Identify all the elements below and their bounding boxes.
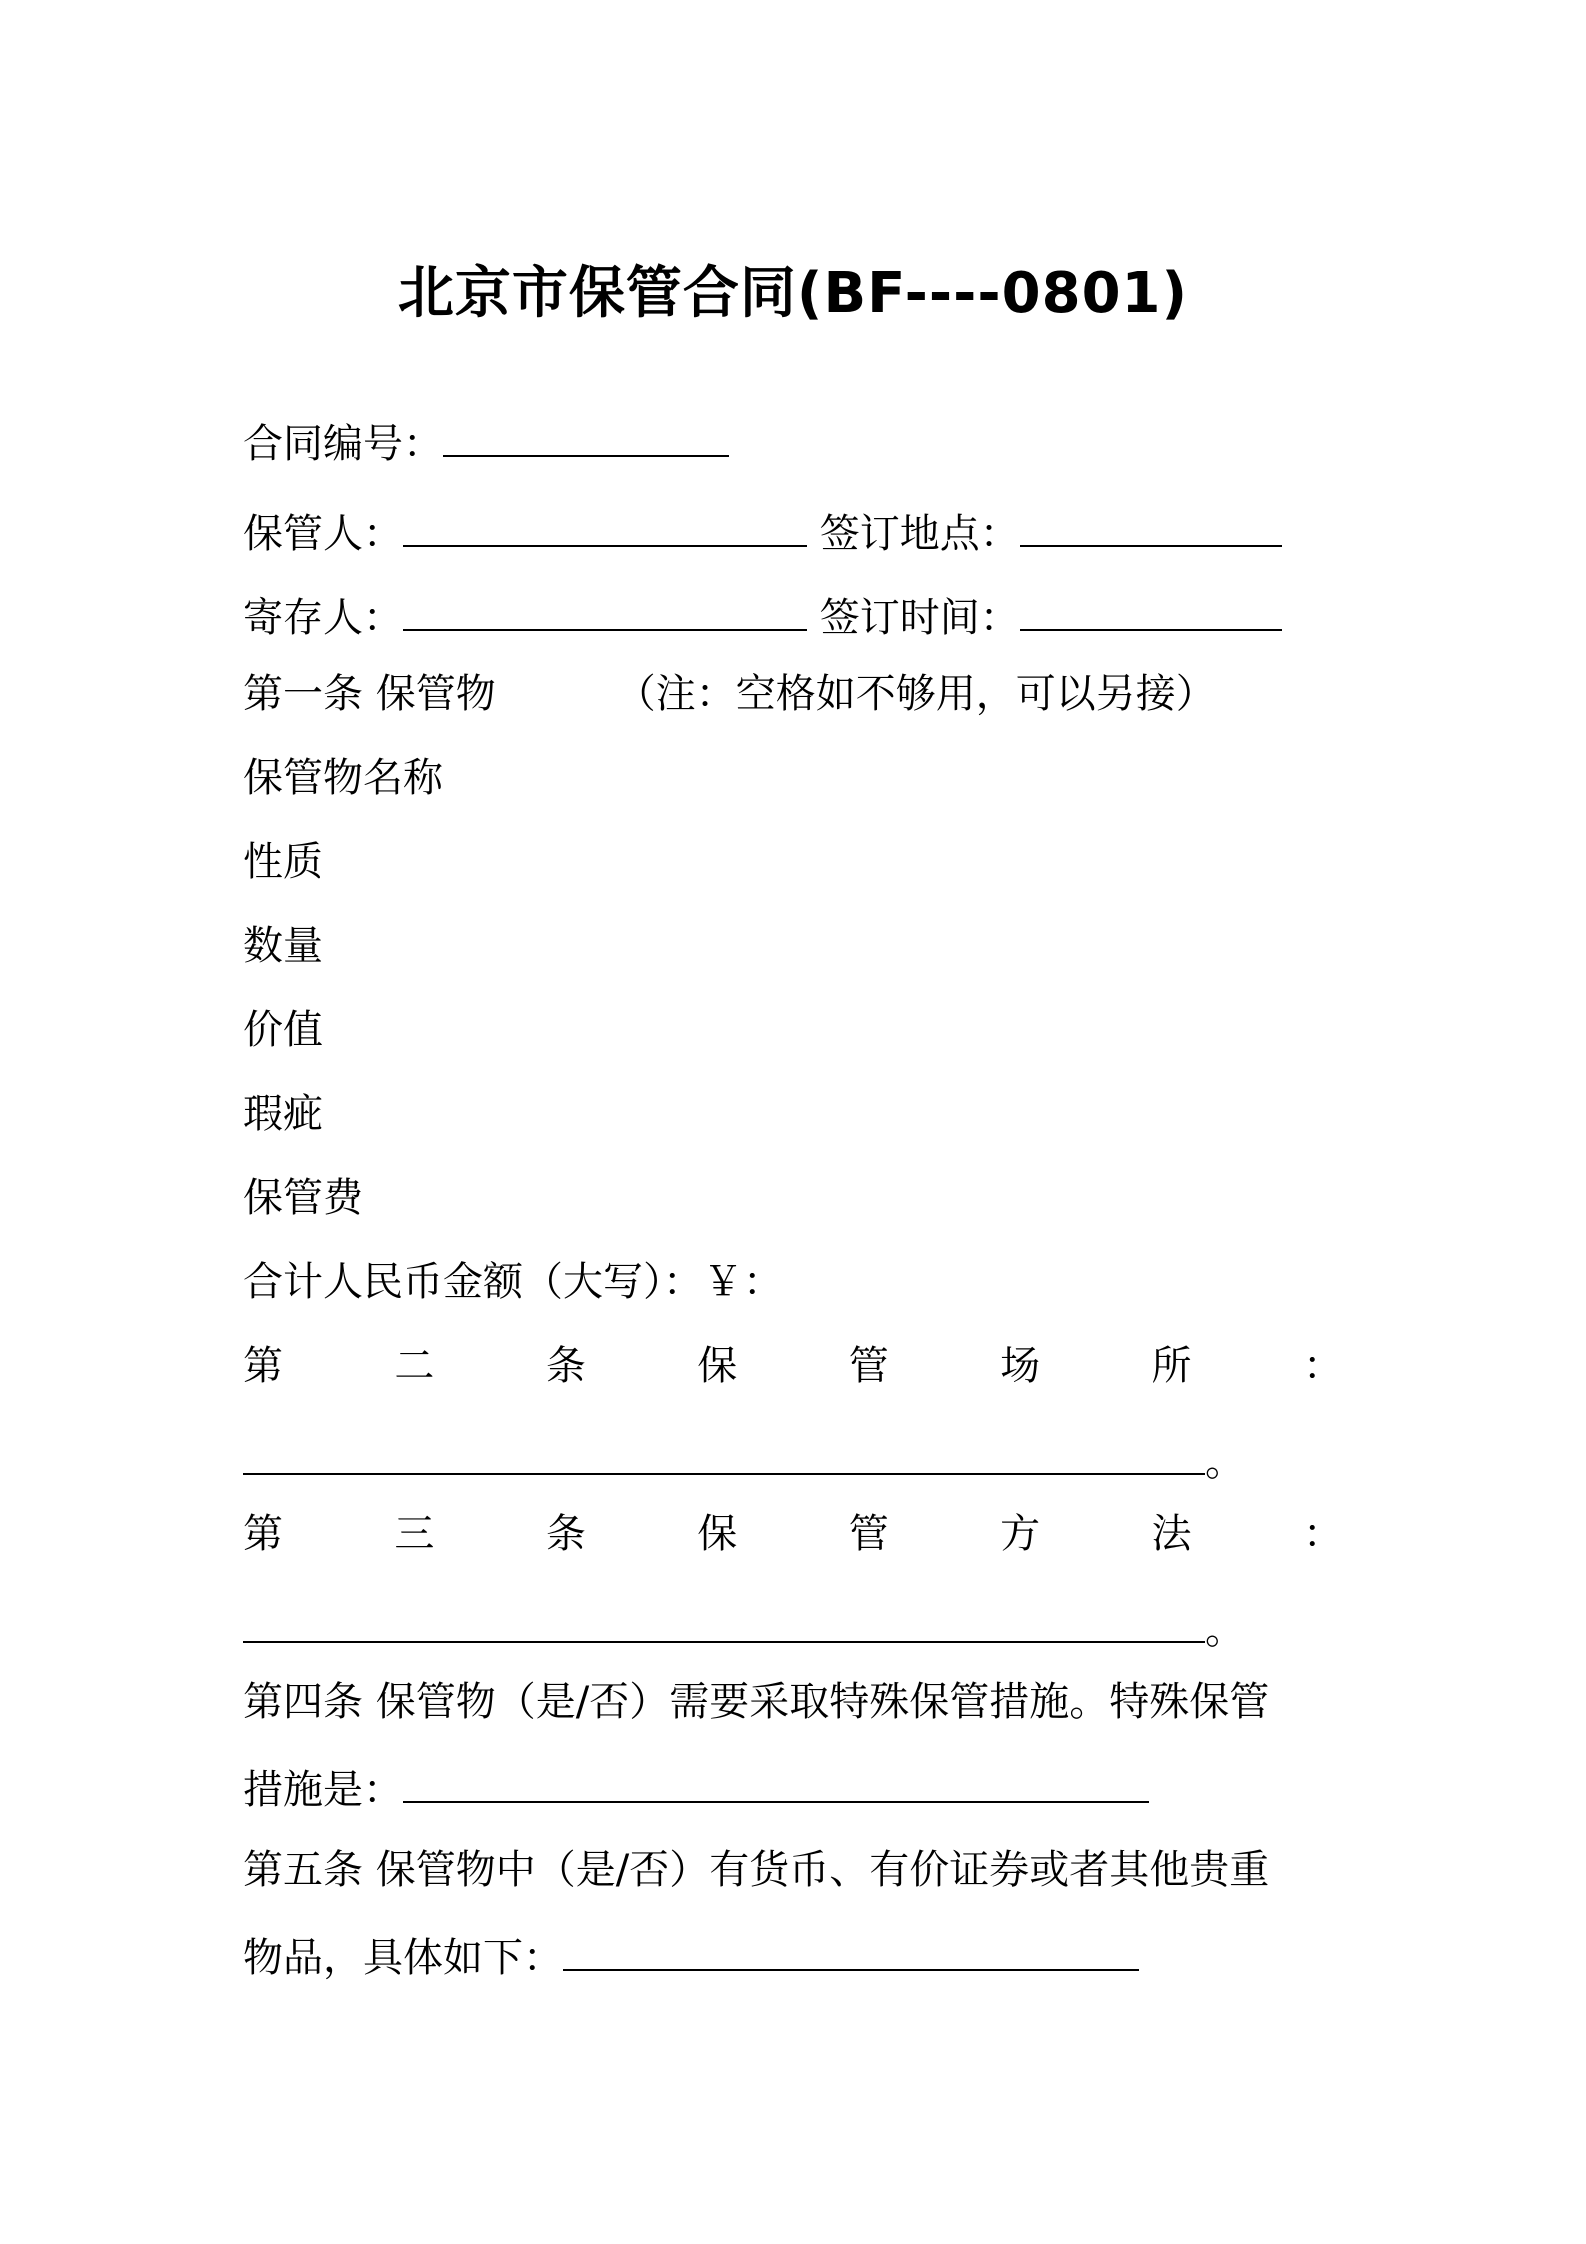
- storage-place-blank[interactable]: [243, 1439, 1205, 1475]
- custodian-blank[interactable]: [403, 511, 807, 547]
- sign-place-blank[interactable]: [1020, 511, 1282, 547]
- article2-char: ：: [1302, 1343, 1343, 1389]
- article3-char: 三: [394, 1511, 435, 1557]
- storage-method-blank[interactable]: [243, 1607, 1205, 1643]
- article3-char: 管: [848, 1511, 889, 1557]
- article2-char: 二: [394, 1343, 435, 1389]
- article2-char: 条: [545, 1343, 586, 1389]
- article2-period: 。: [1205, 1439, 1245, 1485]
- article5-cont-line: [243, 1934, 1139, 1982]
- custodian-label: 保管人：: [243, 511, 403, 557]
- item-fee-label: 保管费: [243, 1175, 363, 1221]
- sign-time-label: 签订时间：: [819, 595, 1020, 641]
- article1-heading: [243, 670, 1216, 718]
- valuables-blank[interactable]: [563, 1935, 1139, 1971]
- contract-number-label: 合同编号：: [243, 421, 443, 467]
- item-defect-label: 瑕疵: [243, 1091, 323, 1137]
- article2-char: 场: [1000, 1343, 1041, 1389]
- depositor-line: [243, 594, 1282, 642]
- special-measures-blank[interactable]: [403, 1767, 1149, 1803]
- article4-text: 第四条 保管物（是/否）需要采取特殊保管措施。特殊保管: [243, 1679, 1270, 1725]
- total-amount-label: 合计人民币金额（大写）：￥：: [243, 1259, 783, 1305]
- article3-char: 方: [1000, 1511, 1041, 1557]
- article2-char: 管: [848, 1343, 889, 1389]
- article2-char: 保: [697, 1343, 738, 1389]
- sign-place-label: 签订地点：: [819, 511, 1020, 557]
- article3-fill-line: [243, 1606, 1245, 1654]
- contract-number-line: [243, 420, 729, 468]
- article2-heading: [243, 1342, 1343, 1390]
- article3-char: 第: [243, 1511, 283, 1557]
- article2-fill-line: [243, 1438, 1245, 1486]
- item-name-label: 保管物名称: [243, 755, 443, 801]
- custodian-line: [243, 510, 1282, 558]
- article2-char: 所: [1151, 1343, 1192, 1389]
- article3-heading: [243, 1510, 1343, 1558]
- document-title: 北京市保管合同(BF----0801): [397, 261, 1189, 326]
- article4-cont-label: 措施是：: [243, 1767, 403, 1813]
- depositor-blank[interactable]: [403, 595, 807, 631]
- item-value-label: 价值: [243, 1007, 323, 1053]
- item-nature-label: 性质: [243, 839, 323, 885]
- article3-char: 条: [545, 1511, 586, 1557]
- article4-cont-line: [243, 1766, 1149, 1814]
- sign-time-blank[interactable]: [1020, 595, 1282, 631]
- article1-note: （注：空格如不够用，可以另接）: [615, 671, 1216, 717]
- article1-title: 第一条 保管物: [243, 671, 496, 717]
- article3-char: 保: [697, 1511, 738, 1557]
- depositor-label: 寄存人：: [243, 595, 403, 641]
- article5-cont-label: 物品，具体如下：: [243, 1935, 563, 1981]
- article5-text: 第五条 保管物中（是/否）有货币、有价证券或者其他贵重: [243, 1847, 1270, 1893]
- article2-char: 第: [243, 1343, 283, 1389]
- contract-number-blank[interactable]: [443, 421, 729, 457]
- item-quantity-label: 数量: [243, 923, 323, 969]
- article3-period: 。: [1205, 1607, 1245, 1653]
- article3-char: ：: [1302, 1511, 1343, 1557]
- article3-char: 法: [1151, 1511, 1192, 1557]
